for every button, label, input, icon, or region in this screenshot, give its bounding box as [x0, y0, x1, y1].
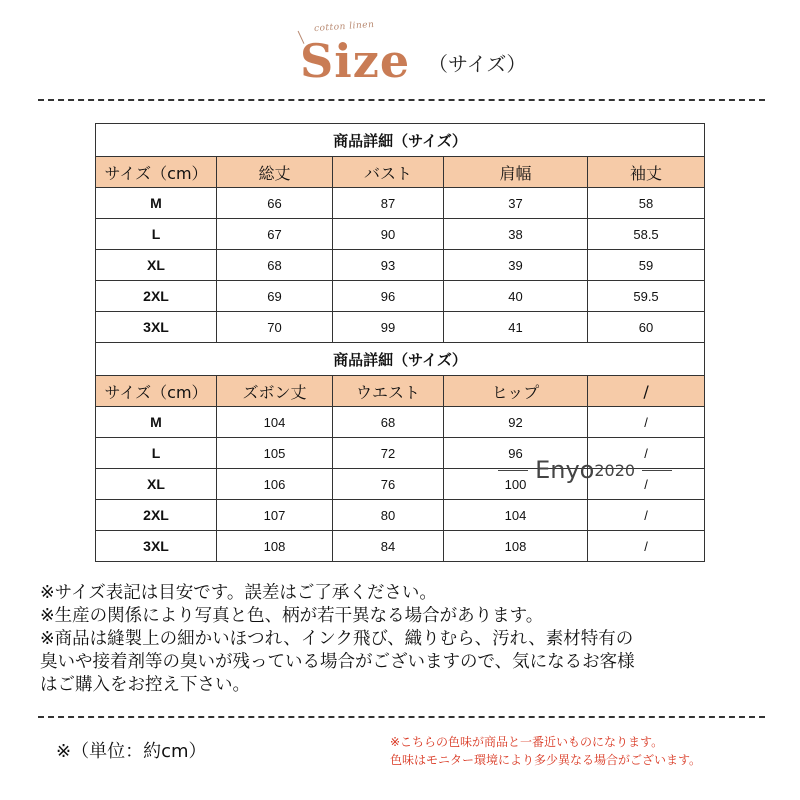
size-logo	[296, 19, 426, 88]
value-cell: 100	[444, 469, 588, 500]
value-cell: 104	[444, 500, 588, 531]
column-header: バスト	[333, 157, 444, 188]
size-cell: 2XL	[96, 500, 217, 531]
table-bottom-header-row	[96, 376, 705, 407]
value-cell: 39	[444, 250, 588, 281]
watermark-line-left	[498, 470, 528, 471]
column-header: サイズ（cm）	[96, 157, 217, 188]
value-cell: 59	[588, 250, 705, 281]
value-cell: 59.5	[588, 281, 705, 312]
value-cell: 68	[217, 250, 333, 281]
table-bottom-title: 商品詳細（サイズ）	[96, 343, 705, 376]
brand-watermark	[498, 456, 672, 484]
value-cell: 68	[333, 407, 444, 438]
note-line: 臭いや接着剤等の臭いが残っている場合がございますので、気になるお客様	[40, 652, 635, 672]
value-cell: 66	[217, 188, 333, 219]
bottom-divider	[38, 716, 765, 718]
column-header: /	[588, 376, 705, 407]
value-cell: 96	[333, 281, 444, 312]
value-cell: 92	[444, 407, 588, 438]
size-cell: L	[96, 438, 217, 469]
size-table-top	[95, 123, 705, 562]
table-row	[96, 312, 705, 343]
table-row	[96, 531, 705, 562]
value-cell: 76	[333, 469, 444, 500]
value-cell: 37	[444, 188, 588, 219]
value-cell: /	[588, 438, 705, 469]
table-row	[96, 188, 705, 219]
value-cell: /	[588, 407, 705, 438]
value-cell: 99	[333, 312, 444, 343]
value-cell: 67	[217, 219, 333, 250]
column-header: ズボン丈	[217, 376, 333, 407]
watermark-brand: Enyo	[535, 456, 595, 484]
table-row	[96, 407, 705, 438]
column-header: 袖丈	[588, 157, 705, 188]
table-top-header-row	[96, 157, 705, 188]
value-cell: 93	[333, 250, 444, 281]
top-divider	[38, 99, 765, 101]
color-disclaimer-line: ※こちらの色味が商品と一番近いものになります。	[390, 735, 664, 749]
value-cell: 58	[588, 188, 705, 219]
value-cell: 58.5	[588, 219, 705, 250]
size-cell: 3XL	[96, 531, 217, 562]
value-cell: 69	[217, 281, 333, 312]
value-cell: 106	[217, 469, 333, 500]
page-header	[0, 18, 800, 88]
color-disclaimer-line: 色味はモニター環境により多少異なる場合がございます。	[390, 753, 702, 767]
value-cell: 70	[217, 312, 333, 343]
value-cell: 41	[444, 312, 588, 343]
value-cell: 107	[217, 500, 333, 531]
size-cell: XL	[96, 250, 217, 281]
logo-subtitle: （サイズ）	[428, 52, 527, 76]
table-row	[96, 500, 705, 531]
value-cell: 60	[588, 312, 705, 343]
notes-block	[40, 582, 780, 697]
value-cell: 84	[333, 531, 444, 562]
value-cell: /	[588, 500, 705, 531]
value-cell: /	[588, 531, 705, 562]
column-header: 総丈	[217, 157, 333, 188]
size-cell: M	[96, 188, 217, 219]
value-cell: /	[588, 469, 705, 500]
column-header: サイズ（cm）	[96, 376, 217, 407]
value-cell: 80	[333, 500, 444, 531]
value-cell: 38	[444, 219, 588, 250]
unit-note: ※（単位：約cm）	[56, 741, 207, 762]
value-cell: 40	[444, 281, 588, 312]
watermark-line-right	[642, 470, 672, 471]
value-cell: 105	[217, 438, 333, 469]
column-header: 肩幅	[444, 157, 588, 188]
table-row	[96, 281, 705, 312]
column-header: ヒップ	[444, 376, 588, 407]
table-row	[96, 250, 705, 281]
logo-main-text: Size	[300, 34, 411, 88]
size-cell: 2XL	[96, 281, 217, 312]
size-cell: L	[96, 219, 217, 250]
column-header: ウエスト	[333, 376, 444, 407]
size-cell: XL	[96, 469, 217, 500]
value-cell: 96	[444, 438, 588, 469]
value-cell: 108	[444, 531, 588, 562]
value-cell: 87	[333, 188, 444, 219]
note-line: はご購入をお控え下さい。	[40, 675, 250, 695]
watermark-year: 2020	[594, 460, 636, 480]
color-disclaimer	[390, 733, 701, 769]
value-cell: 104	[217, 407, 333, 438]
value-cell: 90	[333, 219, 444, 250]
value-cell: 108	[217, 531, 333, 562]
table-row	[96, 219, 705, 250]
size-cell: M	[96, 407, 217, 438]
value-cell: 72	[333, 438, 444, 469]
note-line: ※サイズ表記は目安です。誤差はご了承ください。	[40, 583, 437, 603]
size-cell: 3XL	[96, 312, 217, 343]
note-line: ※商品は縫製上の細かいほつれ、インク飛び、織りむら、汚れ、素材特有の	[40, 629, 634, 649]
note-line: ※生産の関係により写真と色、柄が若干異なる場合があります。	[40, 606, 544, 626]
table-top-title: 商品詳細（サイズ）	[96, 124, 705, 157]
logo-small-text: cotton linen	[313, 19, 375, 35]
